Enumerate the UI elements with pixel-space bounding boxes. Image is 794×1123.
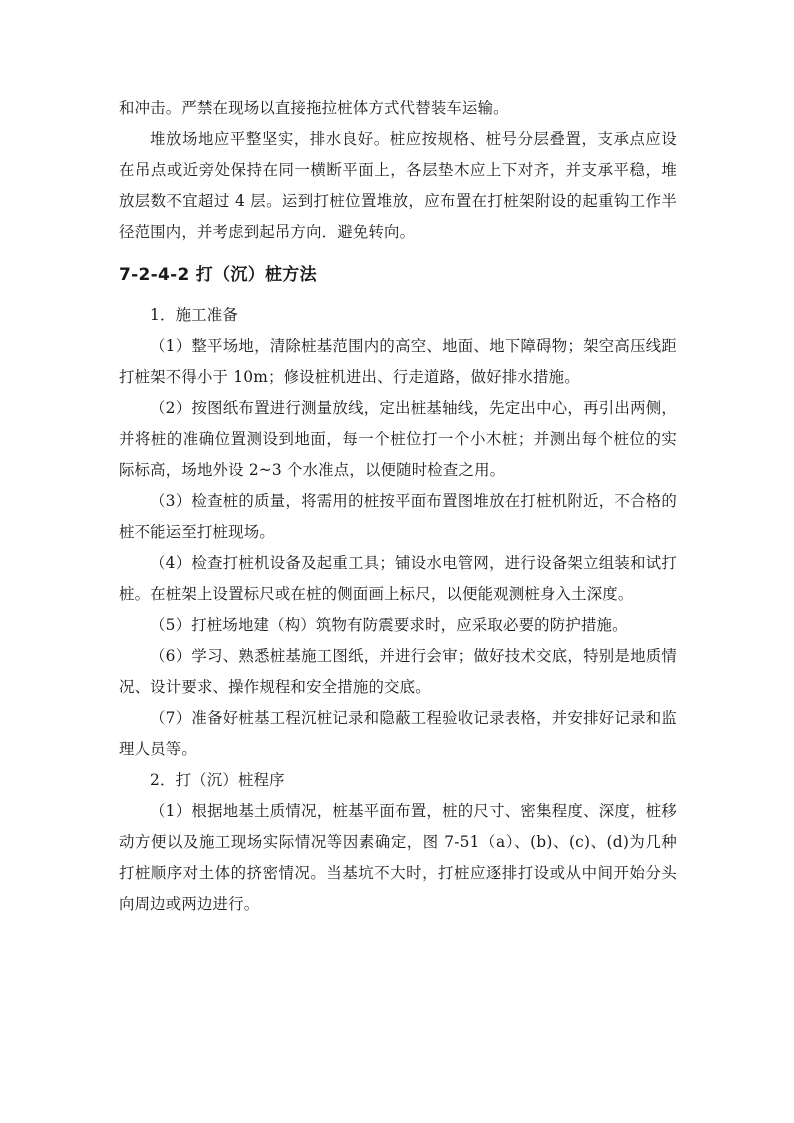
intro-paragraph-1: 和冲击。严禁在现场以直接拖拉桩体方式代替装车运输。 — [119, 99, 509, 117]
section-2-title: 2．打（沉）桩程序 — [150, 771, 285, 789]
section-1-item-6: （6）学习、熟悉桩基施工图纸，并进行会审；做好技术交底，特别是地质情况、设计要求、操作规程和安全措施的交底。 — [119, 647, 677, 696]
document-page — [119, 93, 677, 920]
section-1-item-7: （7）准备好桩基工程沉桩记录和隐蔽工程验收记录表格，并安排好记录和监理人员等。 — [119, 709, 677, 758]
section-1-item-1: （1）整平场地，清除桩基范围内的高空、地面、地下障碍物；架空高压线距打桩架不得小于 10m；修设桩机进出、行走道路，做好排水措施。 — [119, 337, 677, 386]
section-1-item-2: （2）按图纸布置进行测量放线，定出桩基轴线，先定出中心，再引出两侧，并将桩的准确位置测设到地面，每一个桩位打一个小木桩；并测出每个桩位的实际标高，场地外设 2~3 个水准点，以便随时检查之用。 — [119, 399, 677, 479]
section-heading: 7-2-4-2 打（沉）桩方法 — [119, 265, 317, 285]
section-1-item-3: （3）检查桩的质量，将需用的桩按平面布置图堆放在打桩机附近，不合格的桩不能运至打桩现场。 — [119, 492, 677, 541]
intro-paragraph-2: 堆放场地应平整坚实，排水良好。桩应按规格、桩号分层叠置，支承点应设在吊点或近旁处保持在同一横断平面上，各层垫木应上下对齐，并支承平稳，堆放层数不宜超过 4 层。运到打桩位置堆放，应布置在打桩架附设的起重钩工作半径范围内，并考虑到起吊方向．避免转向。 — [119, 130, 677, 241]
section-1-item-5: （5）打桩场地建（构）筑物有防震要求时，应采取必要的防护措施。 — [150, 616, 628, 634]
section-1-item-4: （4）检查打桩机设备及起重工具；铺设水电管网，进行设备架立组装和试打桩。在桩架上设置标尺或在桩的侧面画上标尺，以便能观测桩身入土深度。 — [119, 554, 677, 603]
section-1-title: 1．施工准备 — [150, 306, 238, 324]
section-2-item-1: （1）根据地基土质情况，桩基平面布置，桩的尺寸、密集程度、深度，桩移动方便以及施工现场实际情况等因素确定，图 7-51（a）、(b)、(c)、(d)为几种打桩顺序对土体的挤密情况。当基坑不大时，打桩应逐排打设或从中间开始分头向周边或两边进行。 — [119, 802, 677, 913]
